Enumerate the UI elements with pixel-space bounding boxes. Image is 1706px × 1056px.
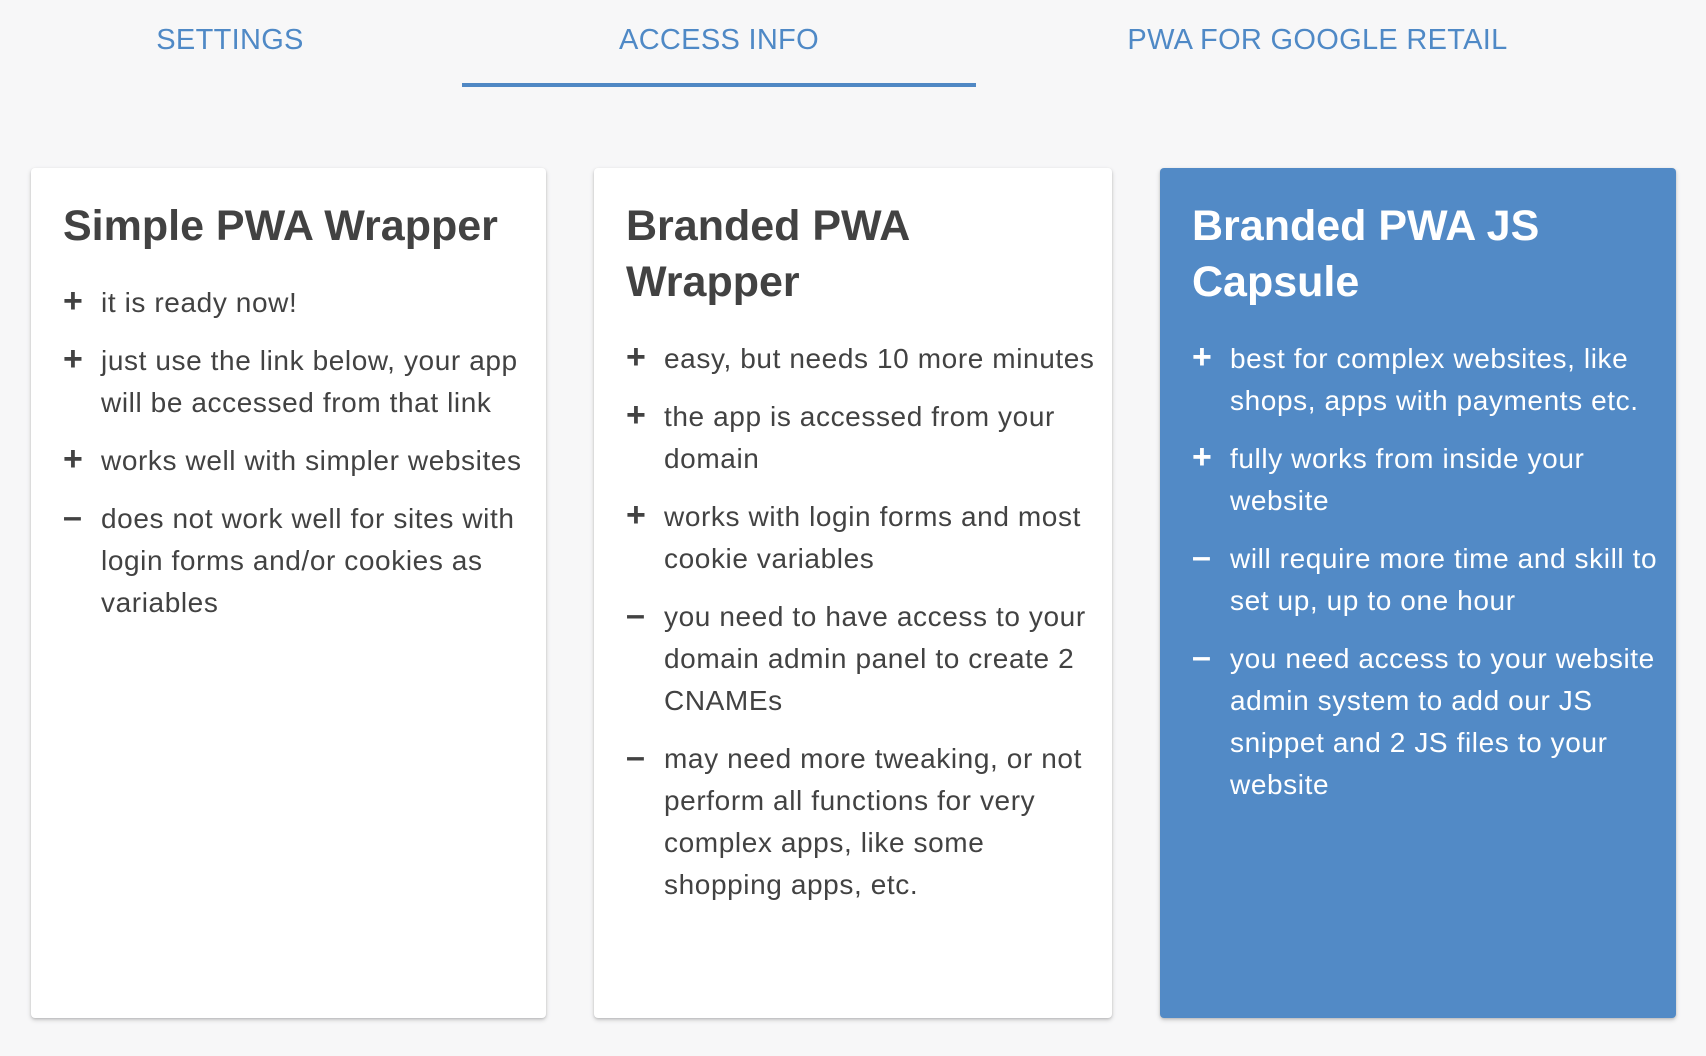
plus-icon: + [63,340,84,378]
card-branded-pwa-wrapper[interactable] [594,168,1112,1018]
pro-item [1192,338,1662,422]
item-text: works with login forms and most cookie variables [664,501,1081,574]
minus-icon: – [1192,638,1212,676]
item-text: may need more tweaking, or not perform all functions for very complex apps, like some shopping apps, etc. [664,743,1082,900]
pro-item [63,440,533,482]
item-text: best for complex websites, like shops, apps with payments etc. [1230,343,1639,416]
tab-settings-label: SETTINGS [156,24,304,56]
plus-icon: + [626,338,647,376]
card-title: Branded PWA JS Capsule [1192,202,1540,306]
item-text: does not work well for sites with login forms and/or cookies as variables [101,503,515,618]
tab-access-info[interactable] [462,0,976,88]
item-text: you need to have access to your domain admin panel to create 2 CNAMEs [664,601,1086,716]
card-title: Branded PWA Wrapper [626,202,909,306]
plus-icon: + [1192,438,1213,476]
item-text: fully works from inside your website [1230,443,1585,516]
item-text: easy, but needs 10 more minutes [664,343,1095,374]
pro-item [626,396,1096,480]
plus-icon: + [1192,338,1213,376]
card-branded-pwa-js-capsule[interactable] [1160,168,1676,1018]
con-item [626,596,1096,722]
pro-item [626,338,1096,380]
item-text: you need access to your website admin system to add our JS snippet and 2 JS files to your website [1230,643,1655,800]
feature-list [63,282,533,640]
con-item [1192,638,1662,806]
con-item [63,498,533,624]
active-tab-indicator [462,83,976,87]
feature-list [1192,338,1662,822]
con-item [626,738,1096,906]
pro-item [63,282,533,324]
minus-icon: – [626,596,646,634]
tab-pwa-for-google-retail[interactable] [1040,0,1595,88]
pro-item [1192,438,1662,522]
minus-icon: – [626,738,646,776]
item-text: works well with simpler websites [101,445,522,476]
item-text: the app is accessed from your domain [664,401,1055,474]
minus-icon: – [63,498,83,536]
item-text: it is ready now! [101,287,298,318]
con-item [1192,538,1662,622]
card-title: Simple PWA Wrapper [63,202,498,250]
plus-icon: + [63,440,84,478]
tab-pwa-for-google-retail-label: PWA FOR GOOGLE RETAIL [1127,24,1508,56]
item-text: just use the link below, your app will be accessed from that link [101,345,518,418]
item-text: will require more time and skill to set up, up to one hour [1230,543,1658,616]
plus-icon: + [63,282,84,320]
tab-access-info-label: ACCESS INFO [619,24,819,56]
plus-icon: + [626,396,647,434]
feature-list [626,338,1096,922]
pro-item [63,340,533,424]
minus-icon: – [1192,538,1212,576]
tab-settings[interactable] [0,0,460,88]
card-simple-pwa-wrapper[interactable] [31,168,546,1018]
pro-item [626,496,1096,580]
tab-bar [0,0,1706,90]
plus-icon: + [626,496,647,534]
